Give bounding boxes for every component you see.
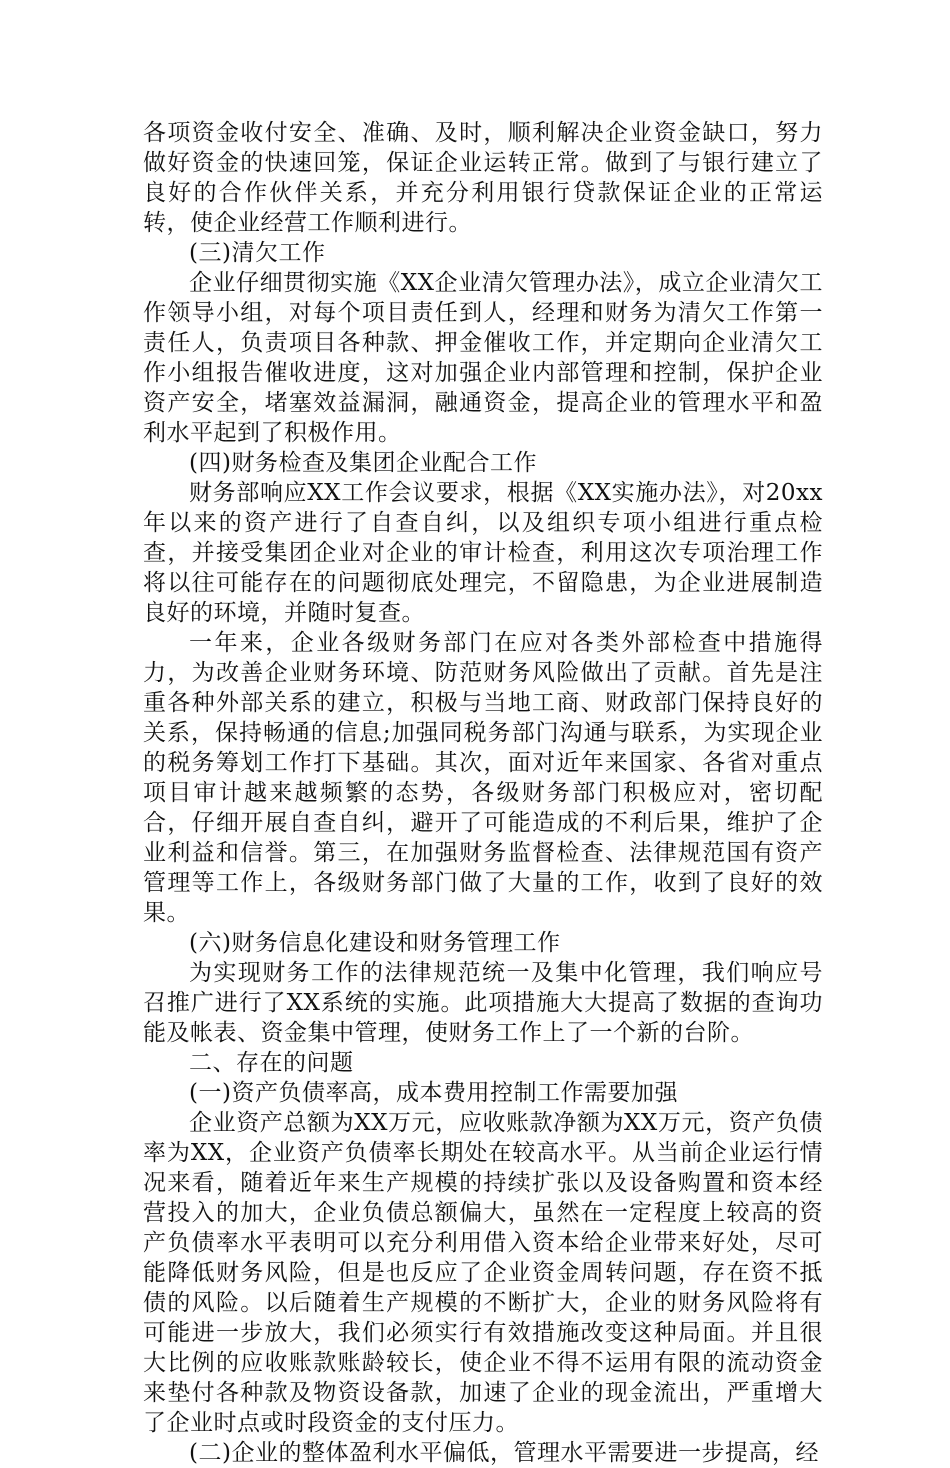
- paragraph: 企业仔细贯彻实施《XX企业清欠管理办法》，成立企业清欠工作领导小组，对每个项目责任到人，经理和财务为清欠工作第一责任人，负责项目各种款、押金催收工作，并定期向企业清欠工作小组报告催收进度，这对加强企业内部管理和控制，保护企业资产安全，堵塞效益漏洞，融通资金，提高企业的管理水平和盈利水平起到了积极作用。: [143, 270, 823, 446]
- section-heading: 二、存在的问题: [189, 1050, 354, 1076]
- section-heading: (四)财务检查及集团企业配合工作: [189, 450, 537, 476]
- document-body: [143, 118, 823, 1468]
- section-heading: (三)清欠工作: [189, 240, 326, 266]
- paragraph: 企业资产总额为XX万元，应收账款净额为XX万元，资产负债率为XX，企业资产负债率长期处在较高水平。从当前企业运行情况来看，随着近年来生产规模的持续扩张以及设备购置和资本经营投入的加大，企业负债总额偏大，虽然在一定程度上较高的资产负债率水平表明可以充分利用借入资本给企业带来好处，尽可能降低财务风险，但是也反应了企业资金周转问题，存在资不抵债的风险。以后随着生产规模的不断扩大，企业的财务风险将有可能进一步放大，我们必须实行有效措施改变这种局面。并且很大比例的应收账款账龄较长，使企业不得不运用有限的流动资金来垫付各种款及物资设备款，加速了企业的现金流出，严重增大了企业时点或时段资金的支付压力。: [143, 1110, 823, 1436]
- section-heading: (一)资产负债率高，成本费用控制工作需要加强: [189, 1080, 678, 1106]
- paragraph: 财务部响应XX工作会议要求，根据《XX实施办法》，对20xx年以来的资产进行了自查自纠，以及组织专项小组进行重点检查，并接受集团企业对企业的审计检查，利用这次专项治理工作将以往可能存在的问题彻底处理完，不留隐患，为企业进展制造良好的环境，并随时复查。: [143, 480, 823, 626]
- paragraph: 为实现财务工作的法律规范统一及集中化管理，我们响应号召推广进行了XX系统的实施。此项措施大大提高了数据的查询功能及帐表、资金集中管理，使财务工作上了一个新的台阶。: [143, 960, 823, 1046]
- section-heading: (二)企业的整体盈利水平偏低，管理水平需要进一步提高，经: [189, 1440, 819, 1466]
- section-heading: (六)财务信息化建设和财务管理工作: [189, 930, 561, 956]
- paragraph: 一年来，企业各级财务部门在应对各类外部检查中措施得力，为改善企业财务环境、防范财务风险做出了贡献。首先是注重各种外部关系的建立，积极与当地工商、财政部门保持良好的关系，保持畅通的信息;加强同税务部门沟通与联系，为实现企业的税务筹划工作打下基础。其次，面对近年来国家、各省对重点项目审计越来越频繁的态势，各级财务部门积极应对，密切配合，仔细开展自查自纠，避开了可能造成的不利后果，维护了企业利益和信誉。第三，在加强财务监督检查、法律规范国有资产管理等工作上，各级财务部门做了大量的工作，收到了良好的效果。: [143, 630, 823, 926]
- paragraph: 各项资金收付安全、准确、及时，顺利解决企业资金缺口，努力做好资金的快速回笼，保证企业运转正常。做到了与银行建立了良好的合作伙伴关系，并充分利用银行贷款保证企业的正常运转，使企业经营工作顺利进行。: [143, 120, 823, 236]
